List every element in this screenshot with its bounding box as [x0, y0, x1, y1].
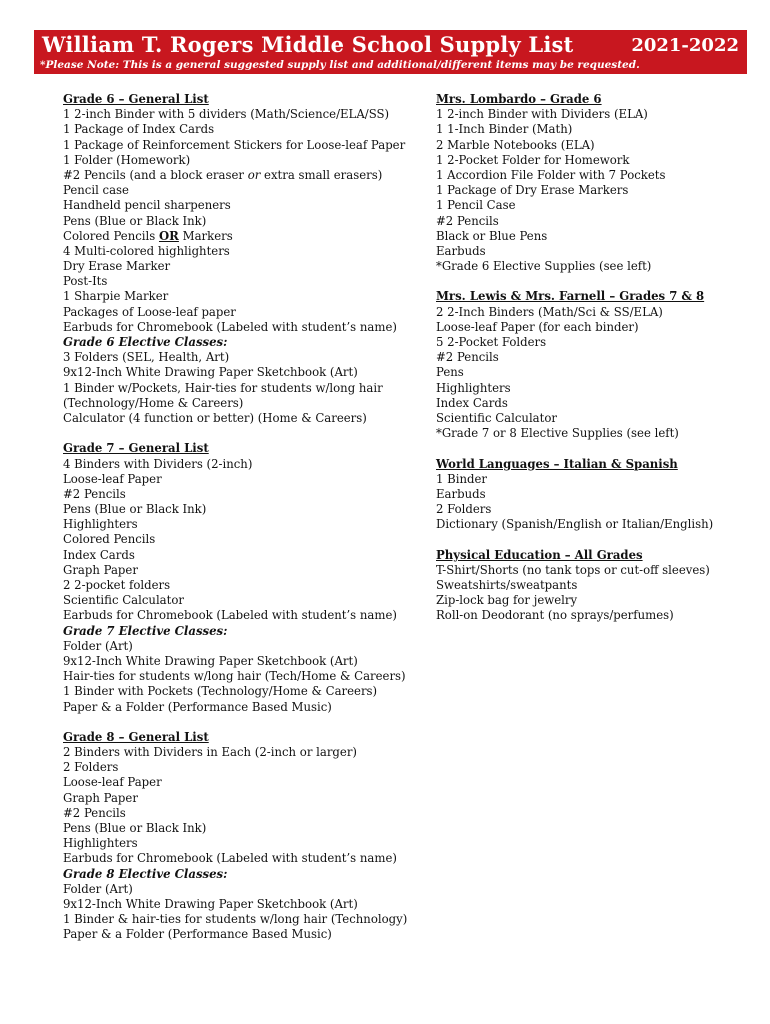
list-item: 2 Binders with Dividers in Each (2-inch or larger): [63, 745, 357, 760]
list-item: Earbuds: [436, 486, 486, 501]
list-item: #2 Pencils: [63, 805, 126, 820]
list-item: Loose-leaf Paper: [63, 471, 162, 486]
colored-or: OR: [158, 228, 179, 243]
list-item: Roll-on Deodorant (no sprays/perfumes): [436, 608, 674, 623]
list-item: 4 Binders with Dividers (2-inch): [63, 456, 253, 471]
list-item: Graph Paper: [63, 790, 138, 805]
list-item: 1 Package of Reinforcement Stickers for Loose-leaf Paper: [63, 137, 406, 152]
list-item: Loose-leaf Paper: [63, 775, 162, 790]
list-item: Scientific Calculator: [63, 593, 184, 608]
list-item: 1 Binder w/Pockets, Hair-ties for students w/long hair: [63, 380, 383, 395]
list-item: Dictionary (Spanish/English or Italian/English): [436, 517, 714, 532]
list-item: Sweatshirts/sweatpants: [436, 578, 578, 592]
list-item: Colored Pencils: [63, 532, 156, 547]
list-item: 4 Multi-colored highlighters: [63, 243, 230, 258]
list-item: 1 Folder (Homework): [63, 152, 191, 167]
grade8-heading: Grade 8 – General List: [63, 729, 209, 744]
list-item: Zip-lock bag for jewelry: [436, 593, 578, 608]
list-item: Paper & a Folder (Performance Based Music): [63, 927, 332, 942]
list-item: *Grade 7 or 8 Elective Supplies (see left): [436, 426, 679, 441]
pencils-or: or: [247, 167, 261, 182]
list-item: Graph Paper: [63, 562, 138, 577]
list-item: Handheld pencil sharpeners: [63, 198, 231, 213]
list-item: 1 2-Pocket Folder for Homework: [436, 152, 630, 167]
list-item: 2 Folders: [63, 760, 119, 775]
list-item: 1 Pencil Case: [436, 198, 516, 213]
list-item: 1 Binder with Pockets (Technology/Home & Careers): [63, 684, 378, 699]
list-item: T-Shirt/Shorts (no tank tops or cut-off sleeves): [436, 562, 710, 577]
list-item: Scientific Calculator: [436, 410, 557, 425]
list-item: Highlighters: [63, 517, 138, 532]
list-item: #2 Pencils: [436, 213, 499, 228]
list-item: Paper & a Folder (Performance Based Music): [63, 699, 332, 714]
grade8-elective-heading: Grade 8 Elective Classes:: [63, 866, 228, 881]
list-item: Earbuds for Chromebook (Labeled with student’s name): [63, 851, 397, 866]
school-year: 2021-2022: [631, 35, 739, 56]
list-item: Dry Erase Marker: [63, 259, 171, 274]
list-item: 9x12-Inch White Drawing Paper Sketchbook (Art): [63, 365, 358, 380]
list-item: 3 Folders (SEL, Health, Art): [63, 350, 230, 365]
list-item: Pencil case: [63, 183, 129, 198]
list-item: Packages of Loose-leaf paper: [63, 304, 236, 319]
list-item: Black or Blue Pens: [436, 228, 548, 243]
list-item: Index Cards: [63, 547, 135, 562]
list-item: #2 Pencils: [63, 486, 126, 501]
supply-note: *Please Note: This is a general suggested supply list and additional/different items may be requested.: [40, 59, 640, 71]
list-item: Post-Its: [63, 274, 108, 289]
list-item: Pens (Blue or Black Ink): [63, 821, 207, 835]
list-item: Pens (Blue or Black Ink): [63, 502, 207, 517]
lombardo-heading: Mrs. Lombardo – Grade 6: [436, 92, 602, 106]
world-languages-heading: World Languages – Italian & Spanish: [436, 456, 678, 471]
list-item: Pens (Blue or Black Ink): [63, 213, 207, 228]
list-item-pencils: [63, 168, 428, 183]
list-item: 1 Sharpie Marker: [63, 289, 169, 304]
list-item: 2 2-Inch Binders (Math/Sci & SS/ELA): [436, 304, 663, 319]
left-column: [63, 92, 428, 943]
list-item: 1 Package of Dry Erase Markers: [436, 183, 629, 198]
list-item: 2 Marble Notebooks (ELA): [436, 137, 595, 152]
list-item: Pens: [436, 365, 464, 380]
list-item: Loose-leaf Paper (for each binder): [436, 319, 639, 334]
list-item: Index Cards: [436, 395, 508, 410]
grade6-elective-heading: Grade 6 Elective Classes:: [63, 335, 228, 349]
page-title: William T. Rogers Middle School Supply List: [42, 32, 574, 57]
list-item: 9x12-Inch White Drawing Paper Sketchbook (Art): [63, 896, 358, 911]
list-item: Hair-ties for students w/long hair (Tech/Home & Careers): [63, 669, 406, 684]
list-item: Calculator (4 function or better) (Home & Careers): [63, 410, 367, 425]
physical-education-heading: Physical Education – All Grades: [436, 547, 643, 562]
list-item: 1 2-inch Binder with 5 dividers (Math/Science/ELA/SS): [63, 107, 390, 122]
list-item: 1 Binder & hair-ties for students w/long hair (Technology): [63, 912, 408, 927]
list-item: Folder (Art): [63, 881, 133, 896]
list-item: (Technology/Home & Careers): [63, 395, 244, 410]
pencils-text-end: extra small erasers): [260, 167, 383, 182]
list-item: 1 Binder: [436, 471, 487, 486]
list-item: Earbuds: [436, 243, 486, 258]
list-item: 9x12-Inch White Drawing Paper Sketchbook (Art): [63, 653, 358, 668]
list-item: 1 1-Inch Binder (Math): [436, 122, 573, 137]
list-item: Highlighters: [436, 380, 511, 395]
lewis-farnell-heading: Mrs. Lewis & Mrs. Farnell – Grades 7 & 8: [436, 289, 705, 304]
list-item: 2 2-pocket folders: [63, 578, 171, 592]
right-column: [436, 92, 756, 624]
grade6-heading: Grade 6 – General List: [63, 92, 209, 106]
colored-text-end: Markers: [178, 228, 233, 243]
list-item: Highlighters: [63, 836, 138, 851]
list-item-colored: [63, 229, 428, 244]
list-item: Folder (Art): [63, 638, 133, 653]
grade7-elective-heading: Grade 7 Elective Classes:: [63, 623, 228, 638]
list-item: 1 2-inch Binder with Dividers (ELA): [436, 107, 648, 122]
list-item: 2 Folders: [436, 502, 492, 517]
list-item: 1 Accordion File Folder with 7 Pockets: [436, 167, 666, 182]
list-item: #2 Pencils: [436, 350, 499, 365]
title-banner: [34, 30, 747, 74]
grade7-heading: Grade 7 – General List: [63, 441, 209, 456]
list-item: Earbuds for Chromebook (Labeled with student’s name): [63, 319, 397, 334]
list-item: *Grade 6 Elective Supplies (see left): [436, 259, 652, 274]
list-item: 1 Package of Index Cards: [63, 122, 215, 137]
pencils-text: #2 Pencils (and a block eraser: [63, 167, 248, 182]
list-item: Earbuds for Chromebook (Labeled with student’s name): [63, 608, 397, 623]
list-item: 5 2-Pocket Folders: [436, 335, 547, 349]
colored-text: Colored Pencils: [63, 228, 159, 243]
